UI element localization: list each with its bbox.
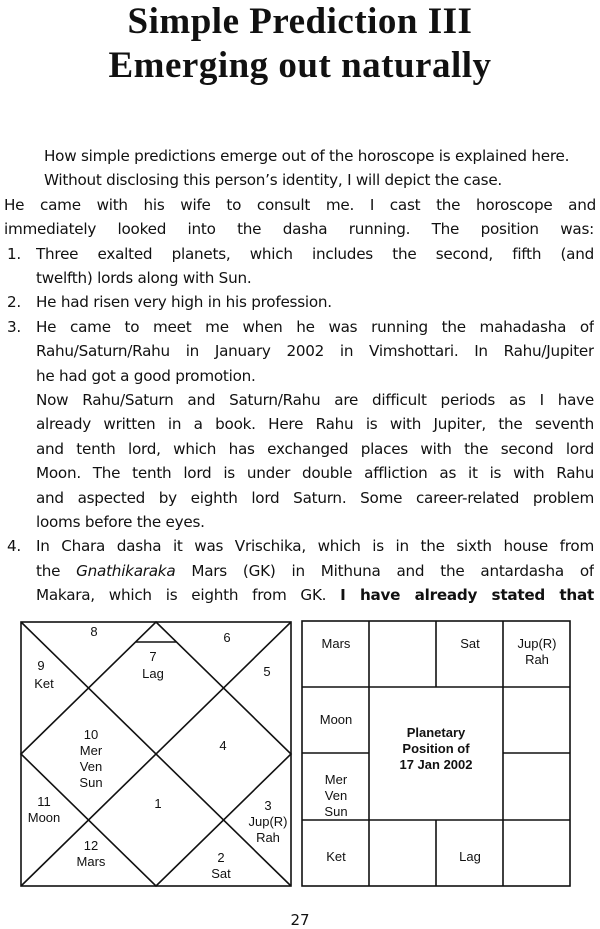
list-line: twelfth) lords along with Sun. [36, 268, 252, 287]
cell-moon: Moon [319, 712, 353, 727]
cell-jup: Jup(R) [517, 636, 557, 651]
house-number: 5 [263, 664, 271, 679]
house-number: 6 [223, 630, 231, 645]
paragraph-line: He came with his wife to consult me. I cast the horoscope and [4, 195, 596, 214]
center-title-line: Position of [402, 741, 470, 756]
page-title-line-1: Simple Prediction III [127, 1, 473, 42]
list-line: He came to meet me when he was running the mahadasha of [36, 317, 594, 336]
cell-mer: Mer [324, 772, 348, 787]
planet-sat: Sat [211, 866, 231, 881]
planet-ven: Ven [79, 759, 103, 774]
planet-mer: Mer [79, 743, 103, 758]
cell-rah: Rah [525, 652, 549, 667]
list-number: 1. [7, 244, 21, 263]
cell-sat: Sat [460, 636, 480, 651]
lagna-label: Lag [142, 666, 164, 681]
italic-term: Gnathikaraka [76, 561, 176, 580]
house-number: 12 [83, 838, 99, 853]
planet-moon: Moon [27, 810, 61, 825]
planet-mars: Mars [76, 854, 106, 869]
list-line: Rahu/Saturn/Rahu in January 2002 in Vimshottari. In Rahu/Jupiter [36, 342, 594, 361]
planet-sun: Sun [79, 775, 103, 790]
house-number: 9 [37, 658, 45, 673]
cell-sun: Sun [324, 804, 348, 819]
house-number: 3 [264, 798, 272, 813]
list-line: and tenth lord, which has exchanged places with the second lord [36, 439, 594, 458]
list-number: 4. [7, 537, 21, 556]
list-line: he had got a good promotion. [36, 366, 256, 385]
paragraph-line: How simple predictions emerge out of the horoscope is explained here. [44, 147, 570, 165]
list-line: looms before the eyes. [36, 512, 205, 531]
list-line: the Gnathikaraka Mars (GK) in Mithuna and the antardasha of [36, 561, 594, 580]
house-number: 10 [83, 727, 99, 742]
planet-rah: Rah [256, 830, 280, 845]
planet-ket: Ket [34, 676, 54, 691]
south-chart-labels [320, 636, 557, 864]
list-line: already written in a book. Here Rahu is with Jupiter, the seventh [36, 415, 594, 434]
cell-ven: Ven [324, 788, 348, 803]
list-number: 2. [7, 293, 21, 312]
list-line: He had risen very high in his profession. [36, 293, 332, 312]
center-title-line: Planetary [406, 725, 466, 740]
cell-lag: Lag [459, 849, 481, 864]
list-line: Three exalted planets, which includes the second, fifth (and [36, 244, 594, 263]
house-number: 4 [219, 738, 227, 753]
list-line: Now Rahu/Saturn and Saturn/Rahu are difficult periods as I have [36, 390, 594, 409]
list-line: Makara, which is eighth from GK. I have already stated that [36, 586, 594, 605]
house-number: 11 [37, 794, 51, 809]
page-title-line-2: Emerging out naturally [108, 45, 492, 86]
house-number: 8 [90, 624, 98, 639]
planet-jup: Jup(R) [248, 814, 288, 829]
page-number: 27 [290, 911, 310, 929]
cell-mars: Mars [321, 636, 351, 651]
cell-ket: Ket [326, 849, 346, 864]
house-number: 2 [217, 850, 225, 865]
bold-phrase: I have already stated that [340, 586, 594, 605]
list-line: and aspected by eighth lord Saturn. Some career-related problem [36, 488, 594, 507]
paragraph-line: Without disclosing this person’s identity, I will depict the case. [44, 171, 502, 190]
house-number: 7 [149, 649, 157, 664]
paragraph-line: immediately looked into the dasha running. The position was: [4, 220, 594, 239]
list-line: In Chara dasha it was Vrischika, which is in the sixth house from [36, 537, 594, 556]
house-number: 1 [154, 796, 162, 811]
list-number: 3. [7, 317, 21, 336]
list-line: Moon. The tenth lord is under double affliction as it is with Rahu [36, 464, 594, 483]
center-title-line: 17 Jan 2002 [399, 757, 473, 772]
